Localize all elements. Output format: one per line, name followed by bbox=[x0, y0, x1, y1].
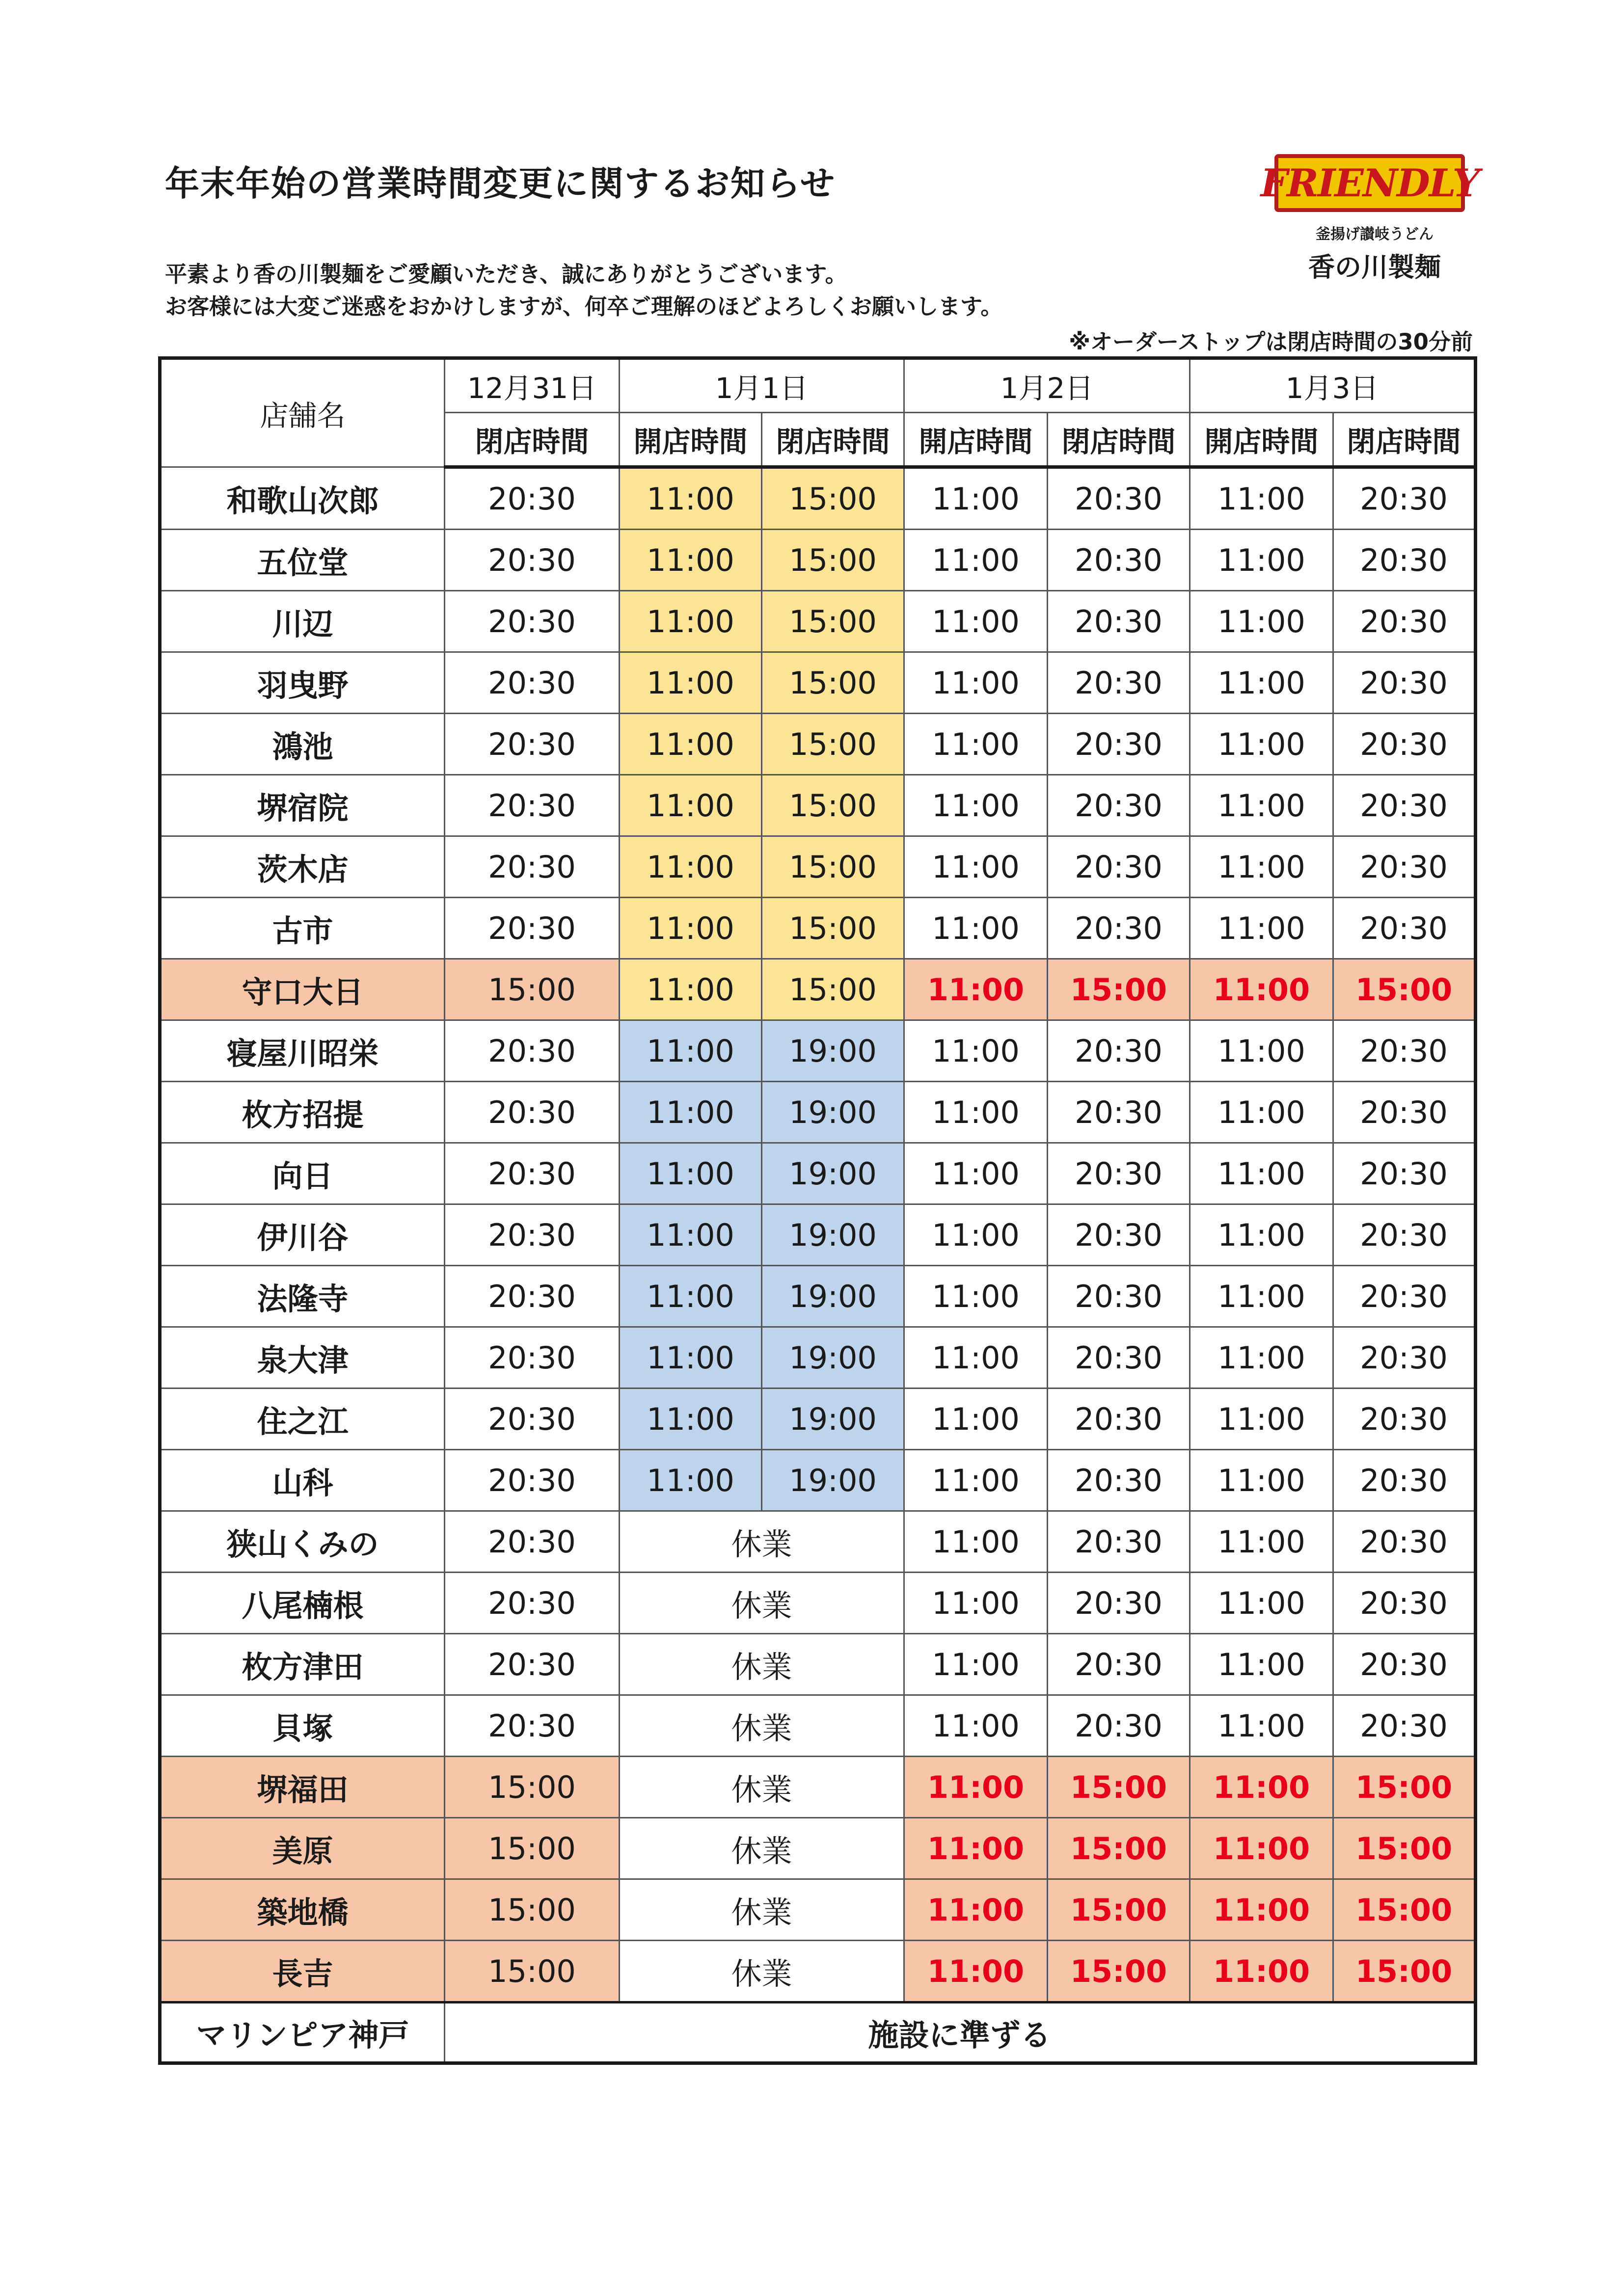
jan2-close: 20:30 bbox=[1048, 1450, 1190, 1511]
store-name: 堺宿院 bbox=[160, 775, 445, 836]
schedule-table bbox=[158, 356, 1477, 2065]
table-row bbox=[160, 1634, 1476, 1695]
table-row bbox=[160, 1143, 1476, 1204]
store-name: 八尾楠根 bbox=[160, 1573, 445, 1634]
jan3-open: 11:00 bbox=[1190, 1573, 1333, 1634]
jan2-open: 11:00 bbox=[904, 1450, 1048, 1511]
jan1-close: 15:00 bbox=[762, 959, 904, 1020]
jan1-close: 15:00 bbox=[762, 836, 904, 898]
store-name: 泉大津 bbox=[160, 1327, 445, 1388]
header-date-jan2: 1月2日 bbox=[904, 358, 1190, 413]
jan3-close: 20:30 bbox=[1333, 467, 1476, 530]
jan3-open: 11:00 bbox=[1190, 1634, 1333, 1695]
jan3-close: 20:30 bbox=[1333, 1573, 1476, 1634]
jan1-close: 19:00 bbox=[762, 1143, 904, 1204]
store-name: 長吉 bbox=[160, 1941, 445, 2002]
jan1-close: 19:00 bbox=[762, 1020, 904, 1082]
jan3-open: 11:00 bbox=[1190, 1143, 1333, 1204]
header-date-jan1: 1月1日 bbox=[620, 358, 904, 413]
order-stop-note: ※オーダーストップは閉店時間の30分前 bbox=[1069, 329, 1473, 355]
jan1-closed: 休業 bbox=[620, 1757, 904, 1818]
dec31-close: 15:00 bbox=[445, 1879, 620, 1941]
jan2-open: 11:00 bbox=[904, 1020, 1048, 1082]
table-row bbox=[160, 467, 1476, 530]
store-name: 法隆寺 bbox=[160, 1266, 445, 1327]
table-row bbox=[160, 959, 1476, 1020]
jan3-close: 20:30 bbox=[1333, 1082, 1476, 1143]
jan1-open: 11:00 bbox=[620, 1327, 762, 1388]
intro-line: お客様には大変ご迷惑をおかけしますが、何卒ご理解のほどよろしくお願いします。 bbox=[165, 294, 1003, 320]
jan1-open: 11:00 bbox=[620, 530, 762, 591]
jan1-open: 11:00 bbox=[620, 836, 762, 898]
jan1-open: 11:00 bbox=[620, 898, 762, 959]
jan1-close: 19:00 bbox=[762, 1082, 904, 1143]
jan1-close: 19:00 bbox=[762, 1388, 904, 1450]
jan3-close: 15:00 bbox=[1333, 1818, 1476, 1879]
jan2-close: 20:30 bbox=[1048, 530, 1190, 591]
jan2-open: 11:00 bbox=[904, 775, 1048, 836]
store-name: 鴻池 bbox=[160, 714, 445, 775]
jan3-close: 20:30 bbox=[1333, 1020, 1476, 1082]
jan2-open: 11:00 bbox=[904, 1573, 1048, 1634]
jan1-close: 15:00 bbox=[762, 898, 904, 959]
dec31-close: 20:30 bbox=[445, 530, 620, 591]
jan3-open: 11:00 bbox=[1190, 467, 1333, 530]
jan1-close: 15:00 bbox=[762, 530, 904, 591]
brand-name: 香の川製麺 bbox=[1308, 251, 1441, 283]
dec31-close: 15:00 bbox=[445, 1818, 620, 1879]
table-row bbox=[160, 2002, 1476, 2063]
jan3-close: 15:00 bbox=[1333, 1879, 1476, 1941]
store-name: 羽曳野 bbox=[160, 652, 445, 714]
jan1-closed: 休業 bbox=[620, 1818, 904, 1879]
jan3-open: 11:00 bbox=[1190, 652, 1333, 714]
dec31-close: 20:30 bbox=[445, 1695, 620, 1757]
table-row bbox=[160, 775, 1476, 836]
jan3-open: 11:00 bbox=[1190, 1757, 1333, 1818]
jan1-open: 11:00 bbox=[620, 1204, 762, 1266]
facility-note: 施設に準ずる bbox=[445, 2002, 1476, 2063]
jan1-open: 11:00 bbox=[620, 1450, 762, 1511]
jan1-open: 11:00 bbox=[620, 775, 762, 836]
jan3-open: 11:00 bbox=[1190, 1450, 1333, 1511]
store-name: 築地橋 bbox=[160, 1879, 445, 1941]
jan2-open: 11:00 bbox=[904, 1757, 1048, 1818]
jan1-closed: 休業 bbox=[620, 1879, 904, 1941]
jan1-closed: 休業 bbox=[620, 1941, 904, 2002]
jan2-open: 11:00 bbox=[904, 1634, 1048, 1695]
store-name: 寝屋川昭栄 bbox=[160, 1020, 445, 1082]
header-close: 閉店時間 bbox=[1048, 413, 1190, 467]
jan3-close: 20:30 bbox=[1333, 1143, 1476, 1204]
jan2-close: 15:00 bbox=[1048, 959, 1190, 1020]
jan3-open: 11:00 bbox=[1190, 836, 1333, 898]
jan3-open: 11:00 bbox=[1190, 1327, 1333, 1388]
jan2-open: 11:00 bbox=[904, 959, 1048, 1020]
jan2-open: 11:00 bbox=[904, 714, 1048, 775]
jan3-close: 20:30 bbox=[1333, 1266, 1476, 1327]
jan2-close: 20:30 bbox=[1048, 898, 1190, 959]
jan3-close: 20:30 bbox=[1333, 1327, 1476, 1388]
jan3-open: 11:00 bbox=[1190, 714, 1333, 775]
jan2-close: 20:30 bbox=[1048, 1020, 1190, 1082]
dec31-close: 15:00 bbox=[445, 1941, 620, 2002]
jan2-close: 20:30 bbox=[1048, 652, 1190, 714]
logo-text: FRIENDLY bbox=[1260, 160, 1479, 206]
jan3-close: 20:30 bbox=[1333, 1388, 1476, 1450]
jan3-close: 20:30 bbox=[1333, 1634, 1476, 1695]
store-name: 川辺 bbox=[160, 591, 445, 652]
jan1-close: 15:00 bbox=[762, 652, 904, 714]
store-name: 茨木店 bbox=[160, 836, 445, 898]
table-row bbox=[160, 714, 1476, 775]
dec31-close: 20:30 bbox=[445, 1573, 620, 1634]
jan2-close: 20:30 bbox=[1048, 1573, 1190, 1634]
jan2-close: 15:00 bbox=[1048, 1879, 1190, 1941]
jan3-close: 20:30 bbox=[1333, 1695, 1476, 1757]
table-row bbox=[160, 530, 1476, 591]
dec31-close: 20:30 bbox=[445, 1204, 620, 1266]
jan1-close: 19:00 bbox=[762, 1450, 904, 1511]
header-date-jan3: 1月3日 bbox=[1190, 358, 1476, 413]
table-row bbox=[160, 1879, 1476, 1941]
table-row bbox=[160, 1388, 1476, 1450]
jan1-open: 11:00 bbox=[620, 714, 762, 775]
table-row bbox=[160, 1757, 1476, 1818]
jan2-close: 20:30 bbox=[1048, 1266, 1190, 1327]
table-row bbox=[160, 898, 1476, 959]
jan2-close: 20:30 bbox=[1048, 1634, 1190, 1695]
jan3-open: 11:00 bbox=[1190, 1818, 1333, 1879]
jan3-open: 11:00 bbox=[1190, 1020, 1333, 1082]
header-close: 閉店時間 bbox=[762, 413, 904, 467]
header-open: 開店時間 bbox=[904, 413, 1048, 467]
jan2-close: 20:30 bbox=[1048, 1143, 1190, 1204]
jan2-open: 11:00 bbox=[904, 1082, 1048, 1143]
jan2-close: 20:30 bbox=[1048, 1511, 1190, 1573]
jan1-close: 15:00 bbox=[762, 591, 904, 652]
jan3-close: 20:30 bbox=[1333, 714, 1476, 775]
friendly-logo bbox=[1260, 154, 1479, 212]
store-name: 狭山くみの bbox=[160, 1511, 445, 1573]
dec31-close: 20:30 bbox=[445, 1266, 620, 1327]
store-name: 伊川谷 bbox=[160, 1204, 445, 1266]
header-close: 閉店時間 bbox=[445, 413, 620, 467]
jan2-close: 20:30 bbox=[1048, 467, 1190, 530]
jan2-close: 15:00 bbox=[1048, 1757, 1190, 1818]
jan3-close: 20:30 bbox=[1333, 530, 1476, 591]
jan3-close: 15:00 bbox=[1333, 1941, 1476, 2002]
table-row bbox=[160, 1266, 1476, 1327]
table-row bbox=[160, 1818, 1476, 1879]
jan1-close: 15:00 bbox=[762, 775, 904, 836]
jan2-close: 20:30 bbox=[1048, 1695, 1190, 1757]
jan1-close: 19:00 bbox=[762, 1266, 904, 1327]
table-row bbox=[160, 1204, 1476, 1266]
dec31-close: 20:30 bbox=[445, 1634, 620, 1695]
table-row bbox=[160, 1695, 1476, 1757]
jan2-open: 11:00 bbox=[904, 836, 1048, 898]
intro-text bbox=[165, 258, 1002, 323]
table-row bbox=[160, 652, 1476, 714]
dec31-close: 20:30 bbox=[445, 1143, 620, 1204]
jan3-open: 11:00 bbox=[1190, 1388, 1333, 1450]
jan2-open: 11:00 bbox=[904, 591, 1048, 652]
jan3-close: 20:30 bbox=[1333, 775, 1476, 836]
store-name: 枚方津田 bbox=[160, 1634, 445, 1695]
jan2-close: 20:30 bbox=[1048, 1327, 1190, 1388]
header-date-dec31: 12月31日 bbox=[445, 358, 620, 413]
page-title: 年末年始の営業時間変更に関するお知らせ bbox=[165, 163, 836, 204]
dec31-close: 20:30 bbox=[445, 1327, 620, 1388]
header-open: 開店時間 bbox=[1190, 413, 1333, 467]
dec31-close: 20:30 bbox=[445, 1082, 620, 1143]
store-name: 向日 bbox=[160, 1143, 445, 1204]
jan2-close: 20:30 bbox=[1048, 1082, 1190, 1143]
jan3-close: 20:30 bbox=[1333, 836, 1476, 898]
jan2-close: 20:30 bbox=[1048, 1388, 1190, 1450]
jan2-open: 11:00 bbox=[904, 1941, 1048, 2002]
dec31-close: 20:30 bbox=[445, 775, 620, 836]
jan2-open: 11:00 bbox=[904, 1818, 1048, 1879]
jan1-open: 11:00 bbox=[620, 1266, 762, 1327]
table-row bbox=[160, 591, 1476, 652]
jan1-open: 11:00 bbox=[620, 959, 762, 1020]
brand-mark bbox=[1281, 222, 1468, 284]
jan2-open: 11:00 bbox=[904, 1266, 1048, 1327]
table-row bbox=[160, 1941, 1476, 2002]
jan1-closed: 休業 bbox=[620, 1573, 904, 1634]
jan2-close: 15:00 bbox=[1048, 1941, 1190, 2002]
jan3-open: 11:00 bbox=[1190, 959, 1333, 1020]
jan1-open: 11:00 bbox=[620, 1082, 762, 1143]
dec31-close: 20:30 bbox=[445, 836, 620, 898]
jan2-open: 11:00 bbox=[904, 1695, 1048, 1757]
jan2-open: 11:00 bbox=[904, 1879, 1048, 1941]
jan2-close: 20:30 bbox=[1048, 714, 1190, 775]
jan3-close: 20:30 bbox=[1333, 1204, 1476, 1266]
dec31-close: 20:30 bbox=[445, 652, 620, 714]
jan2-close: 20:30 bbox=[1048, 836, 1190, 898]
table-row bbox=[160, 1573, 1476, 1634]
table-row bbox=[160, 836, 1476, 898]
jan3-open: 11:00 bbox=[1190, 1511, 1333, 1573]
jan3-open: 11:00 bbox=[1190, 775, 1333, 836]
jan2-open: 11:00 bbox=[904, 1204, 1048, 1266]
jan1-close: 19:00 bbox=[762, 1204, 904, 1266]
brand-subtitle: 釜揚げ讃岐うどん bbox=[1316, 226, 1434, 243]
jan3-open: 11:00 bbox=[1190, 1082, 1333, 1143]
store-name: マリンピア神戸 bbox=[160, 2002, 445, 2063]
jan2-open: 11:00 bbox=[904, 467, 1048, 530]
table-row bbox=[160, 1082, 1476, 1143]
table-row bbox=[160, 1020, 1476, 1082]
header-store: 店舗名 bbox=[160, 358, 445, 467]
jan1-closed: 休業 bbox=[620, 1634, 904, 1695]
jan3-close: 20:30 bbox=[1333, 652, 1476, 714]
jan3-open: 11:00 bbox=[1190, 591, 1333, 652]
table-row bbox=[160, 1511, 1476, 1573]
jan1-close: 15:00 bbox=[762, 467, 904, 530]
jan1-open: 11:00 bbox=[620, 1143, 762, 1204]
dec31-close: 20:30 bbox=[445, 714, 620, 775]
jan3-close: 20:30 bbox=[1333, 1511, 1476, 1573]
jan2-close: 20:30 bbox=[1048, 775, 1190, 836]
store-name: 堺福田 bbox=[160, 1757, 445, 1818]
jan2-open: 11:00 bbox=[904, 1388, 1048, 1450]
dec31-close: 20:30 bbox=[445, 591, 620, 652]
store-name: 山科 bbox=[160, 1450, 445, 1511]
jan1-closed: 休業 bbox=[620, 1511, 904, 1573]
jan3-close: 15:00 bbox=[1333, 959, 1476, 1020]
jan3-close: 20:30 bbox=[1333, 898, 1476, 959]
jan2-open: 11:00 bbox=[904, 1143, 1048, 1204]
jan1-open: 11:00 bbox=[620, 1020, 762, 1082]
jan1-close: 19:00 bbox=[762, 1327, 904, 1388]
jan2-open: 11:00 bbox=[904, 898, 1048, 959]
jan1-open: 11:00 bbox=[620, 652, 762, 714]
jan1-closed: 休業 bbox=[620, 1695, 904, 1757]
jan1-open: 11:00 bbox=[620, 591, 762, 652]
jan2-close: 20:30 bbox=[1048, 1204, 1190, 1266]
jan2-open: 11:00 bbox=[904, 530, 1048, 591]
header-open: 開店時間 bbox=[620, 413, 762, 467]
dec31-close: 15:00 bbox=[445, 1757, 620, 1818]
intro-line: 平素より香の川製麺をご愛顧いただき、誠にありがとうございます。 bbox=[165, 261, 847, 287]
jan3-open: 11:00 bbox=[1190, 898, 1333, 959]
jan3-open: 11:00 bbox=[1190, 1879, 1333, 1941]
dec31-close: 20:30 bbox=[445, 467, 620, 530]
jan3-open: 11:00 bbox=[1190, 530, 1333, 591]
jan1-open: 11:00 bbox=[620, 1388, 762, 1450]
store-name: 守口大日 bbox=[160, 959, 445, 1020]
jan2-open: 11:00 bbox=[904, 1327, 1048, 1388]
jan3-open: 11:00 bbox=[1190, 1941, 1333, 2002]
dec31-close: 15:00 bbox=[445, 959, 620, 1020]
jan2-open: 11:00 bbox=[904, 652, 1048, 714]
store-name: 住之江 bbox=[160, 1388, 445, 1450]
dec31-close: 20:30 bbox=[445, 1020, 620, 1082]
store-name: 和歌山次郎 bbox=[160, 467, 445, 530]
table-row bbox=[160, 1327, 1476, 1388]
store-name: 枚方招提 bbox=[160, 1082, 445, 1143]
jan3-open: 11:00 bbox=[1190, 1204, 1333, 1266]
jan3-close: 15:00 bbox=[1333, 1757, 1476, 1818]
jan3-open: 11:00 bbox=[1190, 1695, 1333, 1757]
jan2-close: 20:30 bbox=[1048, 591, 1190, 652]
jan1-close: 15:00 bbox=[762, 714, 904, 775]
jan3-open: 11:00 bbox=[1190, 1266, 1333, 1327]
dec31-close: 20:30 bbox=[445, 1511, 620, 1573]
jan3-close: 20:30 bbox=[1333, 1450, 1476, 1511]
store-name: 古市 bbox=[160, 898, 445, 959]
store-name: 五位堂 bbox=[160, 530, 445, 591]
header-close: 閉店時間 bbox=[1333, 413, 1476, 467]
dec31-close: 20:30 bbox=[445, 1450, 620, 1511]
table-row bbox=[160, 1450, 1476, 1511]
dec31-close: 20:30 bbox=[445, 1388, 620, 1450]
jan2-open: 11:00 bbox=[904, 1511, 1048, 1573]
store-name: 貝塚 bbox=[160, 1695, 445, 1757]
jan1-open: 11:00 bbox=[620, 467, 762, 530]
jan2-close: 15:00 bbox=[1048, 1818, 1190, 1879]
store-name: 美原 bbox=[160, 1818, 445, 1879]
jan3-close: 20:30 bbox=[1333, 591, 1476, 652]
dec31-close: 20:30 bbox=[445, 898, 620, 959]
